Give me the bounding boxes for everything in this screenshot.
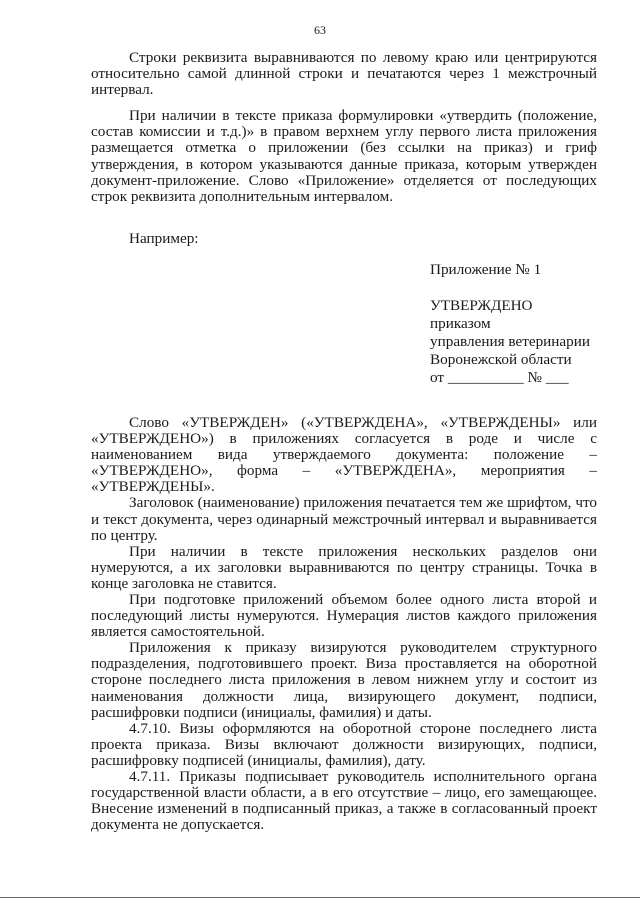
paragraph-requisite-lines: Строки реквизита выравниваются по левому краю или центрируются относительно самой длинной строки и печатаются через 1 межстрочный интервал. <box>91 49 597 99</box>
approved-line-department: управления ветеринарии <box>430 332 591 350</box>
document-body <box>91 50 597 833</box>
paragraph-approved-agreement: Слово «УТВЕРЖДЕН» («УТВЕРЖДЕНА», «УТВЕРЖДЕНЫ» или «УТВЕРЖДЕНО») в приложениях согласуется в роде и числе с наименованием вида утверждаемого документа: положение – «УТВЕРЖДЕНО», форма – «УТВЕРЖДЕНА», мероприятия – «УТВЕРЖДЕНЫ». <box>91 413 597 496</box>
paragraph-sheet-numbering: При подготовке приложений объемом более одного листа второй и последующий листы нумеруются. Нумерация листов каждого приложения является самостоятельной. <box>91 590 597 641</box>
page-number: 63 <box>314 23 326 37</box>
paragraph-visa-appendix: Приложения к приказу визируются руководителем структурного подразделения, подготовившего проект. Виза проставляется на оборотной стороне последнего листа приложения в левом нижнем углу и состоит из наименования должности лица, визирующего документ, подписи, расшифровки подписи (инициалы, фамилия) и даты. <box>91 639 597 721</box>
approved-line-region: Воронежской области <box>430 350 572 368</box>
paragraph-heading-font: Заголовок (наименование) приложения печатается тем же шрифтом, что и текст документа, через одинарный межстрочный интервал и выравнивается по центру. <box>91 494 597 544</box>
paragraph-sections-numbering: При наличии в тексте приложения нескольких разделов они нумеруются, а их заголовки выравниваются по центру страницы. Точка в конце заголовка не ставится. <box>91 542 597 592</box>
paragraph-4-7-10: 4.7.10. Визы оформляются на оборотной стороне последнего листа проекта приказа. Визы включают должности визирующих, подписи, расшифровку подписей (инициалы, фамилия), дату. <box>91 719 597 769</box>
approval-grif <box>430 297 597 387</box>
approved-line-date-number: от __________ № ___ <box>430 368 569 386</box>
paragraph-approve-wording: При наличии в тексте приказа формулировки «утвердить (положение, состав комиссии и т.д.)» в правом верхнем углу первого листа приложения размещается отметка о приложении (без ссылки на приказ) и гриф утверждения, в котором указываются данные приказа, которым утвержден документ-приложение. Слово «Приложение» отделяется от последующих строк реквизита дополнительным интервалом. <box>91 107 597 205</box>
appendix-title: Приложение № 1 <box>430 260 542 278</box>
example-label: Например: <box>129 229 199 247</box>
approved-line-order: приказом <box>430 314 491 332</box>
appendix-stamp <box>430 261 597 387</box>
approved-word: УТВЕРЖДЕНО <box>430 296 533 314</box>
page-bottom-divider <box>0 897 640 898</box>
paragraph-4-7-11: 4.7.11. Приказы подписывает руководитель исполнительного органа государственной власти области, а в его отсутствие – лицо, его замещающее. Внесение изменений в подписанный приказ, а также в согласованный проект документа не допускается. <box>91 768 597 834</box>
